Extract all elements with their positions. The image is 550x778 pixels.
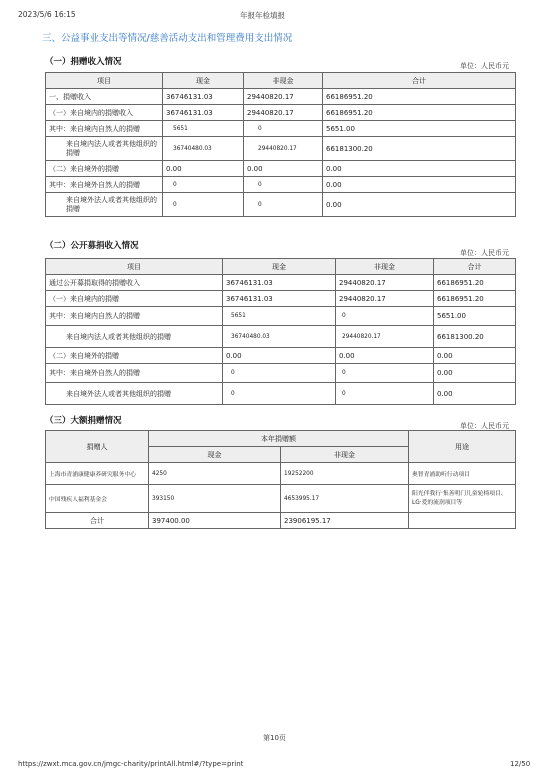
s2-r4-total: 0.00 [434,348,516,364]
s3-title: （三）大额捐赠情况 [45,416,122,426]
s2-table [45,258,516,405]
s3-col-year: 本年捐赠额 [149,431,409,447]
s2-r0-noncash: 29440820.17 [336,275,434,291]
s1-r6-cash: 0 [163,193,244,217]
page-count: 12/50 [510,760,531,768]
s1-r3-total: 66181300.20 [323,137,516,161]
s3-header-row-1 [46,431,516,447]
s3-total-row [46,513,516,529]
table-row [46,364,516,383]
table-row [46,463,516,485]
table-row [46,485,516,513]
s3-col-cash: 现金 [149,447,281,463]
s3-r0-noncash: 19252200 [281,463,409,485]
s2-unit: 单位：人民币元 [460,249,509,257]
s3-col-donor: 捐赠人 [46,431,149,463]
section-heading: 三、公益事业支出等情况/慈善活动支出和管理费用支出情况 [42,33,293,44]
s1-r3-noncash: 29440820.17 [244,137,323,161]
s3-table [45,430,516,529]
s2-r2-total: 5651.00 [434,307,516,326]
s2-r2-cash: 5651 [223,307,336,326]
s2-r2-item: 其中：来自境内自然人的捐赠 [46,307,223,326]
s1-r5-cash: 0 [163,177,244,193]
table-row [46,348,516,364]
s3-r0-donor: 上海市青浦康健康养研究服务中心 [46,463,149,485]
s2-header-row [46,259,516,275]
s1-r0-noncash: 29440820.17 [244,89,323,105]
s1-r1-item: （一）来自境内的捐赠收入 [46,105,163,121]
s2-r3-noncash: 29440820.17 [336,326,434,348]
s1-r5-item: 其中：来自境外自然人的捐赠 [46,177,163,193]
s1-r4-noncash: 0.00 [244,161,323,177]
s3-r1-noncash: 4653995.17 [281,485,409,513]
s2-r3-cash: 36740480.03 [223,326,336,348]
s1-r0-total: 66186951.20 [323,89,516,105]
s1-r4-cash: 0.00 [163,161,244,177]
s2-r4-item: （二）来自境外的捐赠 [46,348,223,364]
s2-r5-noncash: 0 [336,364,434,383]
s2-r6-noncash: 0 [336,383,434,405]
s1-r2-item: 其中：来自境内自然人的捐赠 [46,121,163,137]
s1-r2-total: 5651.00 [323,121,516,137]
print-title: 年报年检填报 [240,11,285,20]
s1-r2-noncash: 0 [244,121,323,137]
s2-r0-item: 通过公开募捐取得的捐赠收入 [46,275,223,291]
s3-total-use [409,513,516,529]
s2-col-total: 合计 [434,259,516,275]
s3-r1-cash: 393150 [149,485,281,513]
s1-col-item: 项目 [46,73,163,89]
s2-r0-total: 66186951.20 [434,275,516,291]
s1-table [45,72,516,217]
s2-col-item: 项目 [46,259,223,275]
s2-r6-item: 来自境外法人或者其他组织的捐赠 [46,383,223,405]
s1-r6-item: 来自境外法人或者其他组织的捐赠 [46,193,163,217]
s1-r4-item: （二）来自境外的捐赠 [46,161,163,177]
table-row [46,89,516,105]
s1-col-cash: 现金 [163,73,244,89]
s3-col-noncash: 非现金 [281,447,409,463]
s2-r6-total: 0.00 [434,383,516,405]
s2-r5-item: 其中：来自境外自然人的捐赠 [46,364,223,383]
s2-r5-cash: 0 [223,364,336,383]
s1-r3-cash: 36740480.03 [163,137,244,161]
s3-total-cash: 397400.00 [149,513,281,529]
s2-r0-cash: 36746131.03 [223,275,336,291]
s1-r0-item: 一、捐赠收入 [46,89,163,105]
s1-r0-cash: 36746131.03 [163,89,244,105]
s2-r1-cash: 36746131.03 [223,291,336,307]
s2-r5-total: 0.00 [434,364,516,383]
s2-title: （二）公开募捐收入情况 [45,241,139,251]
s1-r1-noncash: 29440820.17 [244,105,323,121]
s1-unit: 单位：人民币元 [460,62,509,70]
s2-r3-total: 66181300.20 [434,326,516,348]
s1-r6-noncash: 0 [244,193,323,217]
s1-r5-total: 0.00 [323,177,516,193]
table-row [46,137,516,161]
s2-r1-item: （一）来自境内的捐赠 [46,291,223,307]
table-row [46,177,516,193]
table-row [46,121,516,137]
table-row [46,291,516,307]
s2-r4-cash: 0.00 [223,348,336,364]
s3-r0-cash: 4250 [149,463,281,485]
s1-title: （一）捐赠收入情况 [45,57,122,67]
table-row [46,105,516,121]
table-row [46,307,516,326]
s2-col-noncash: 非现金 [336,259,434,275]
s1-r4-total: 0.00 [323,161,516,177]
print-datetime: 2023/5/6 16:15 [18,10,76,19]
print-url[interactable]: https://zwxt.mca.gov.cn/jmgc-charity/printAll.html#/?type=print [18,760,244,768]
s3-total-label: 合计 [46,513,149,529]
s1-header-row [46,73,516,89]
s2-r1-total: 66186951.20 [434,291,516,307]
s3-r1-use: 阳光伴我行·集善明门儿童轮椅项目、LG·爱的流润项目等 [409,485,516,513]
table-row [46,326,516,348]
table-row [46,275,516,291]
s3-r0-use: 奥智青浦助听行动项目 [409,463,516,485]
s3-unit: 单位：人民币元 [460,422,509,430]
s1-r1-total: 66186951.20 [323,105,516,121]
s2-r2-noncash: 0 [336,307,434,326]
s2-r1-noncash: 29440820.17 [336,291,434,307]
s2-r4-noncash: 0.00 [336,348,434,364]
page-number: 第10页 [263,734,286,742]
table-row [46,193,516,217]
s2-r6-cash: 0 [223,383,336,405]
table-row [46,383,516,405]
s3-r1-donor: 中国残疾人福利基金会 [46,485,149,513]
s1-r1-cash: 36746131.03 [163,105,244,121]
s1-col-noncash: 非现金 [244,73,323,89]
s1-col-total: 合计 [323,73,516,89]
s1-r5-noncash: 0 [244,177,323,193]
s2-r3-item: 来自境内法人或者其他组织的捐赠 [46,326,223,348]
s3-col-use: 用途 [409,431,516,463]
s1-r3-item: 来自境内法人或者其他组织的捐赠 [46,137,163,161]
s1-r6-total: 0.00 [323,193,516,217]
s1-r2-cash: 5651 [163,121,244,137]
table-row [46,161,516,177]
s2-col-cash: 现金 [223,259,336,275]
s3-total-noncash: 23906195.17 [281,513,409,529]
